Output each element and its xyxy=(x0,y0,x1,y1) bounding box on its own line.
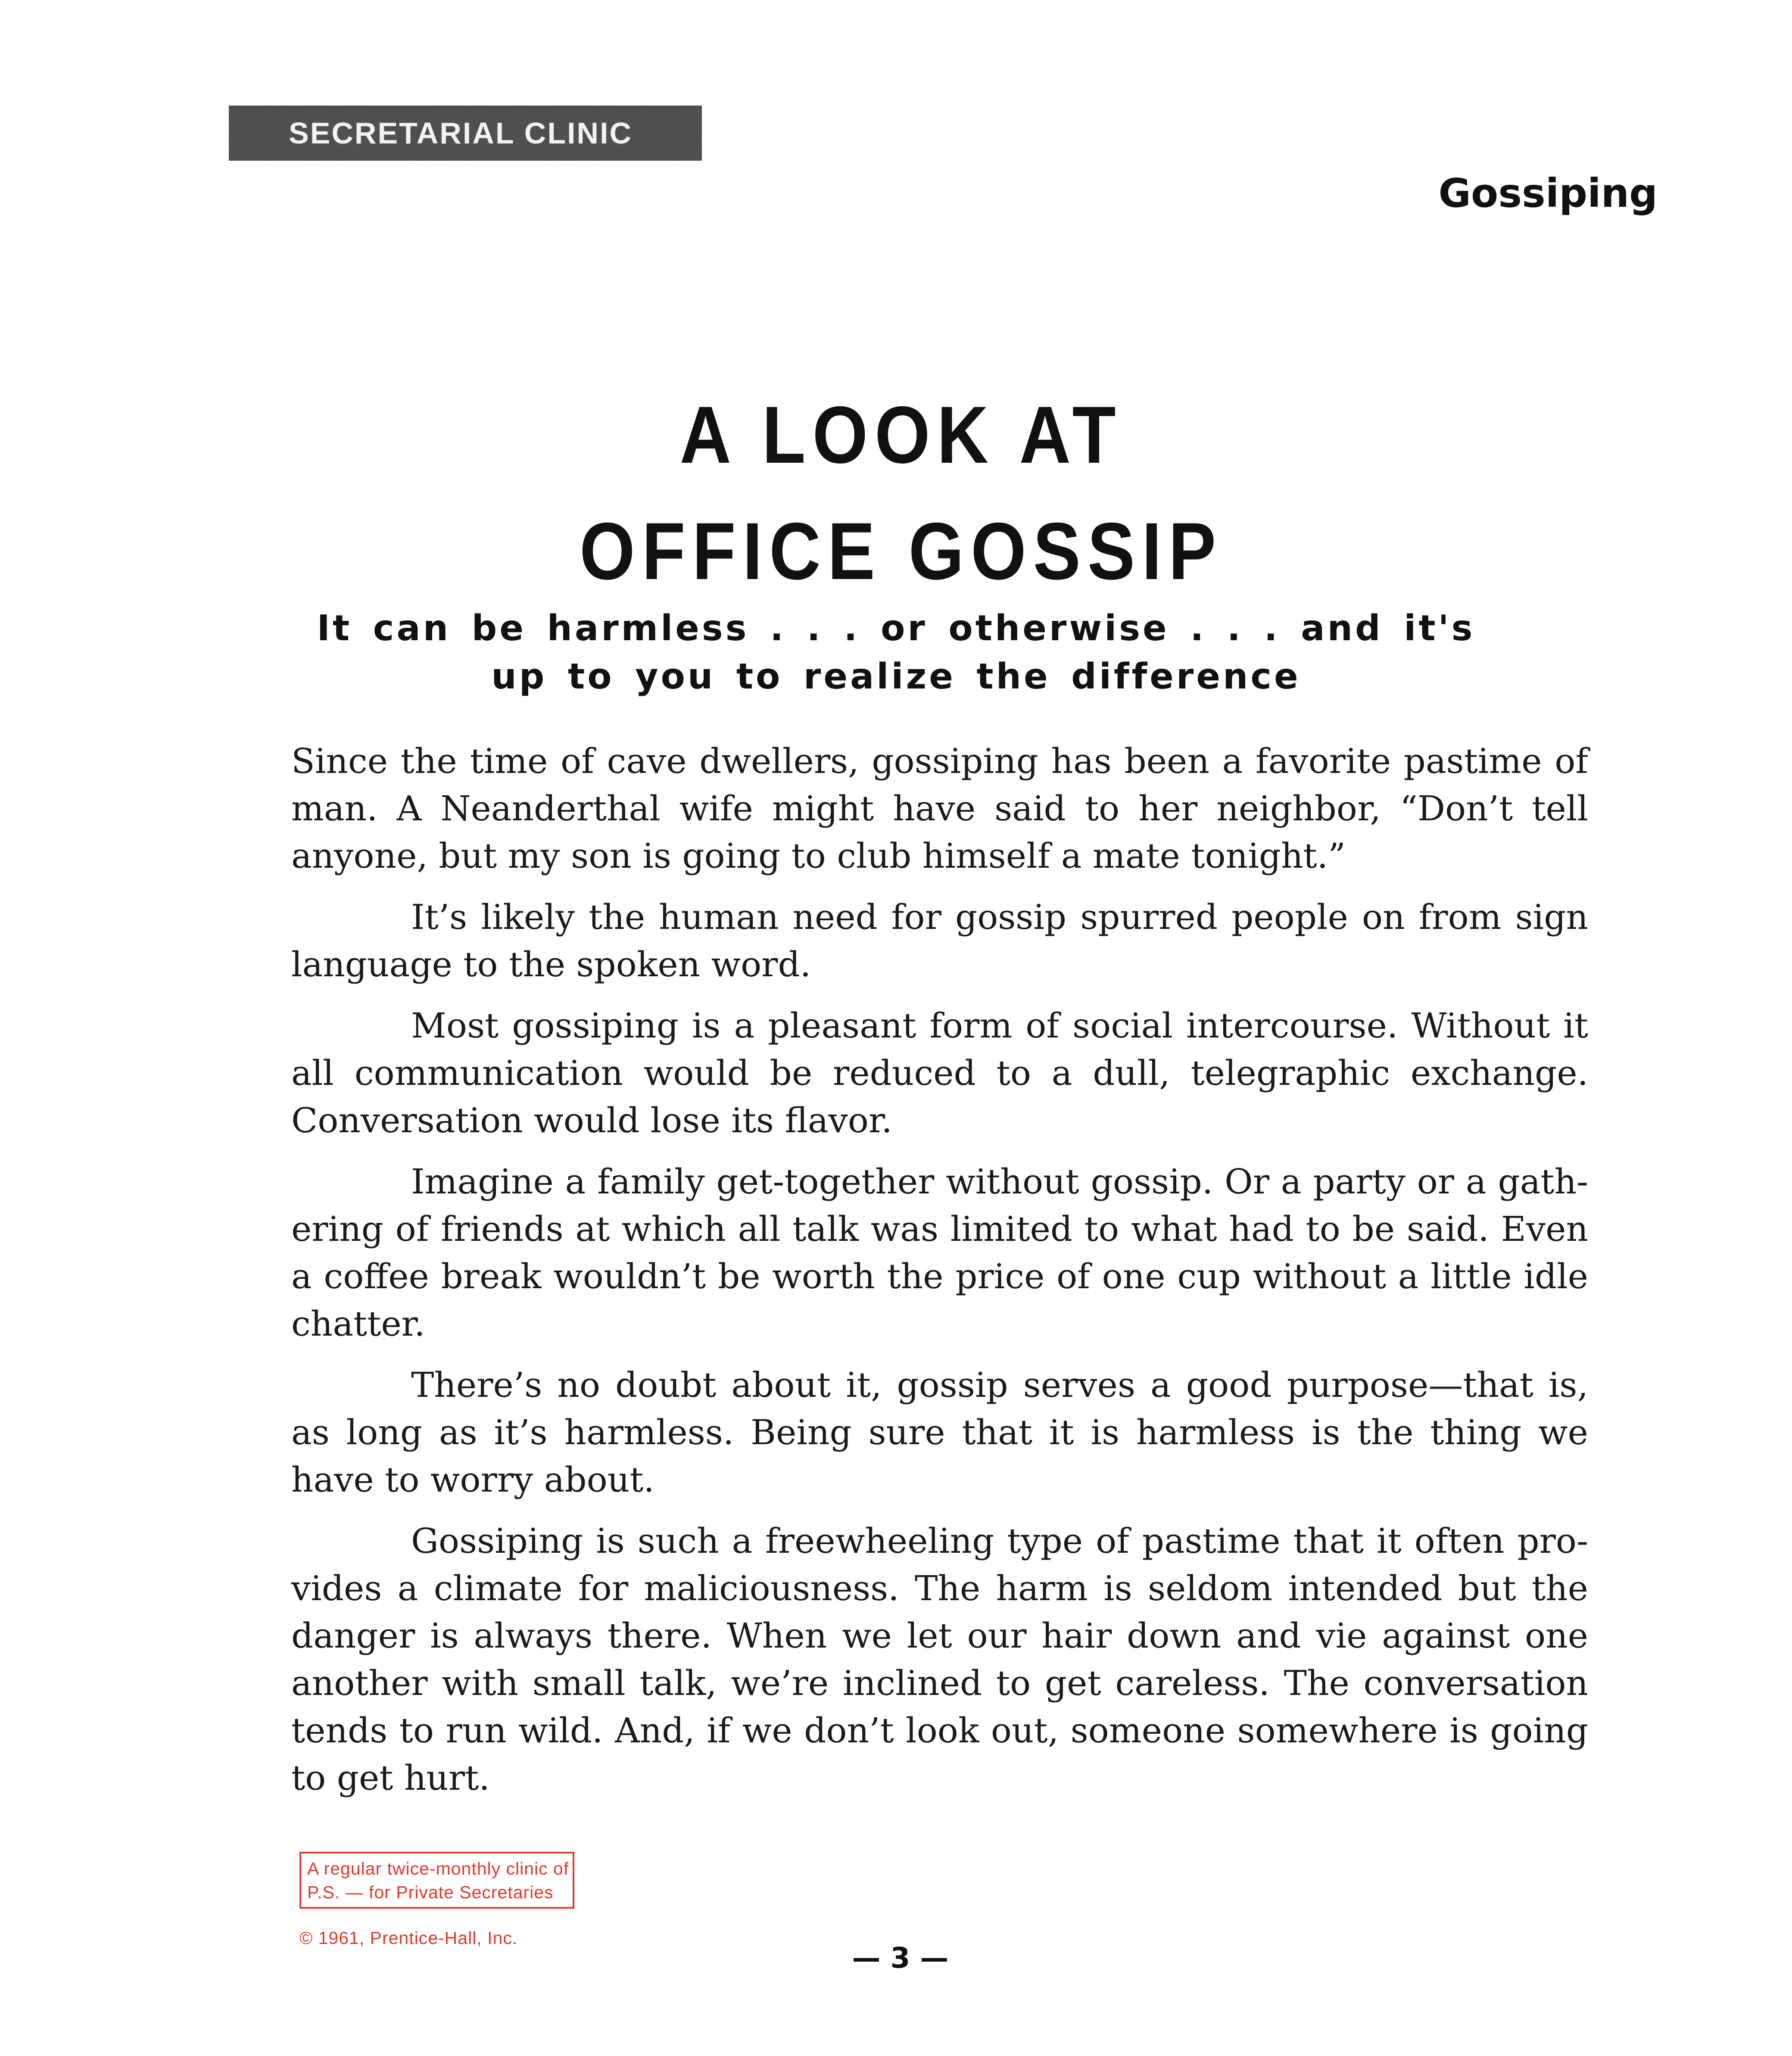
paragraph: Imagine a family get-together without gossip. Or a party or a gath-ering of friends at which all talk was limited to what had to be said. Even a coffee break wouldn’t be worth the price of one cup without a little idle chatter. xyxy=(291,1162,1588,1344)
article-body xyxy=(291,738,1588,1816)
paragraph: It’s likely the human need for gossip spurred people on from sign language to the spoken word. xyxy=(291,897,1588,984)
notice-line-2: P.S. — for Private Secretaries xyxy=(307,1882,554,1902)
copyright-notice: © 1961, Prentice-Hall, Inc. xyxy=(299,1928,518,1948)
article-subtitle-line-1: It can be harmless . . . or otherwise . . . and it's xyxy=(317,608,1475,649)
notice-line-1: A regular twice-monthly clinic of xyxy=(307,1859,569,1878)
paragraph: Since the time of cave dwellers, gossiping has been a favorite pastime of man. A Neanderthal wife might have said to her neighbor, “Don’t tell anyone, but my son is going to club himself a mate tonight.” xyxy=(291,741,1588,876)
publication-notice-box xyxy=(299,1852,574,1909)
article-title-line-2: OFFICE GOSSIP xyxy=(580,506,1223,596)
section-banner xyxy=(229,106,702,161)
topic-heading: Gossiping xyxy=(1438,170,1658,216)
article-title-line-1: A LOOK AT xyxy=(679,389,1123,480)
paragraph: There’s no doubt about it, gossip serves a good purpose—that is, as long as it’s harmless. Being sure that it is harmless is the thing we have to worry about. xyxy=(291,1365,1588,1500)
section-label: SECRETARIAL CLINIC xyxy=(289,116,633,150)
article-subtitle-line-2: up to you to realize the difference xyxy=(491,656,1301,697)
paragraph: Gossiping is such a freewheeling type of pastime that it often pro-vides a climate for maliciousness. The harm is seldom intended but the danger is always there. When we let our hair down and vie against one another with small talk, we’re inclined to get careless. The conversation tends to run wild. And, if we don’t look out, someone somewhere is going to get hurt. xyxy=(291,1521,1588,1798)
paragraph: Most gossiping is a pleasant form of social intercourse. Without it all communication would be reduced to a dull, telegraphic exchange. Conversation would lose its flavor. xyxy=(291,1006,1588,1140)
page-number: — 3 — xyxy=(852,1941,949,1975)
